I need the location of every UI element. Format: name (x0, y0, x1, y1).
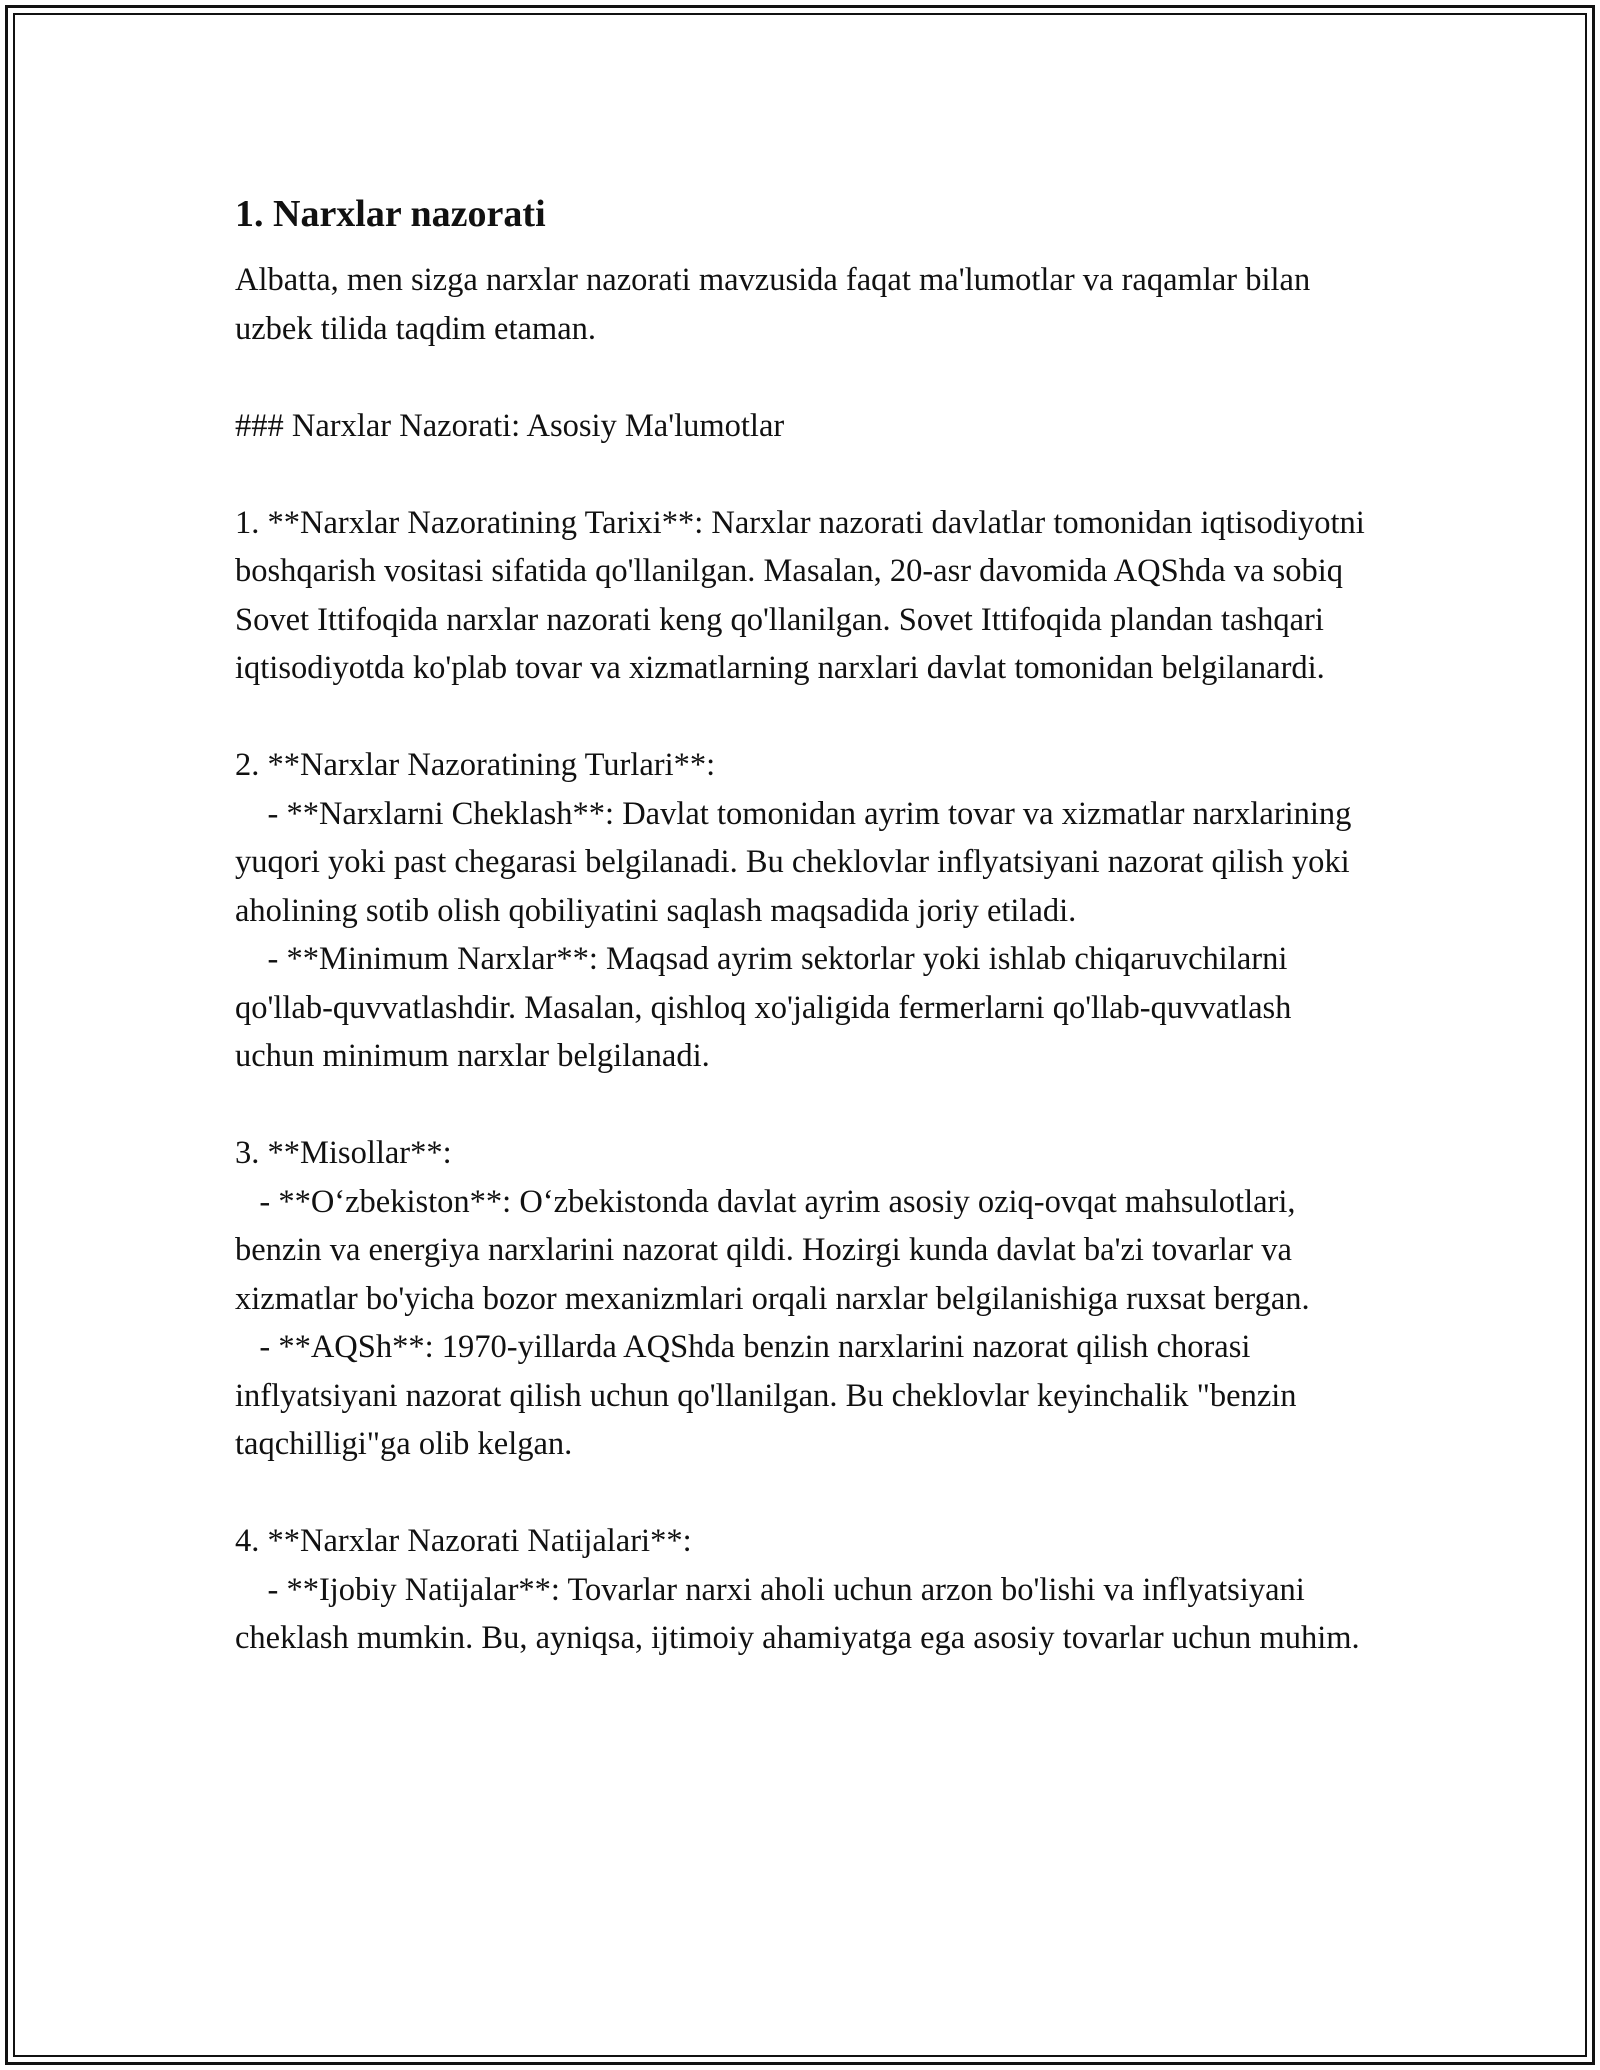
section-1-history: 1. **Narxlar Nazoratining Tarixi**: Narxlar nazorati davlatlar tomonidan iqtisodiyotni boshqarish vositasi sifatida qo'llanilgan. Masalan, 20-asr davomida AQShda va sobiq Sovet Ittifoqida narxlar nazorati keng qo'llanilgan. Sovet Ittifoqida plandan tashqari iqtisodiyotda ko'plab tovar va xizmatlarning narxlari davlat tomonidan belgilanardi. (235, 504, 1373, 686)
section-heading: ### Narxlar Nazorati: Asosiy Ma'lumotlar (235, 407, 785, 444)
spacer (235, 1081, 1375, 1130)
document-title: 1. Narxlar nazorati (235, 193, 546, 235)
section-4-item-positive-results: - **Ijobiy Natijalar**: Tovarlar narxi aholi uchun arzon bo'lishi va inflyatsiyani cheklash mumkin. Bu, ayniqsa, ijtimoiy ahamiyatga ega asosiy tovarlar uchun muhim. (235, 1571, 1360, 1656)
section-3-item-uzbekistan: - **O‘zbekiston**: O‘zbekistonda davlat ayrim asosiy oziq-ovqat mahsulotlari, benzin va energiya narxlarini nazorat qildi. Hozirgi kunda davlat ba'zi tovarlar va xizmatlar bo'yicha bozor mexanizmlari orqali narxlar belgilanishiga ruxsat bergan. (235, 1183, 1310, 1317)
section-4-header: 4. **Narxlar Nazorati Natijalari**: (235, 1523, 692, 1559)
spacer (235, 450, 1375, 499)
section-2-item-minimum-prices: - **Minimum Narxlar**: Maqsad ayrim sektorlar yoki ishlab chiqaruvchilarni qo'llab-quvvatlashdir. Masalan, qishloq xo'jaligida fermerlarni qo'llab-quvvatlash uchun minimum narxlar belgilanadi. (235, 941, 1300, 1074)
section-3-header: 3. **Misollar**: (235, 1135, 452, 1171)
section-3-item-usa: - **AQSh**: 1970-yillarda AQShda benzin narxlarini nazorat qilish chorasi inflyatsiyani nazorat qilish uchun qo'llanilgan. Bu cheklovlar keyinchalik "benzin taqchilligi"ga olib kelgan. (235, 1329, 1305, 1462)
section-2-header: 2. **Narxlar Nazoratining Turlari**: (235, 747, 716, 783)
spacer (235, 1469, 1375, 1518)
document-body (235, 188, 1375, 1663)
section-2-item-price-limits: - **Narxlarni Cheklash**: Davlat tomonidan ayrim tovar va xizmatlar narxlarining yuqori yoki past chegarasi belgilanadi. Bu cheklovlar inflyatsiyani nazorat qilish yoki aholining sotib olish qobiliyatini saqlash maqsadida joriy etiladi. (235, 795, 1360, 929)
spacer (235, 693, 1375, 742)
spacer (235, 353, 1375, 402)
intro-paragraph: Albatta, men sizga narxlar nazorati mavzusida faqat ma'lumotlar va raqamlar bilan uzbek tilida taqdim etaman. (235, 262, 1319, 347)
